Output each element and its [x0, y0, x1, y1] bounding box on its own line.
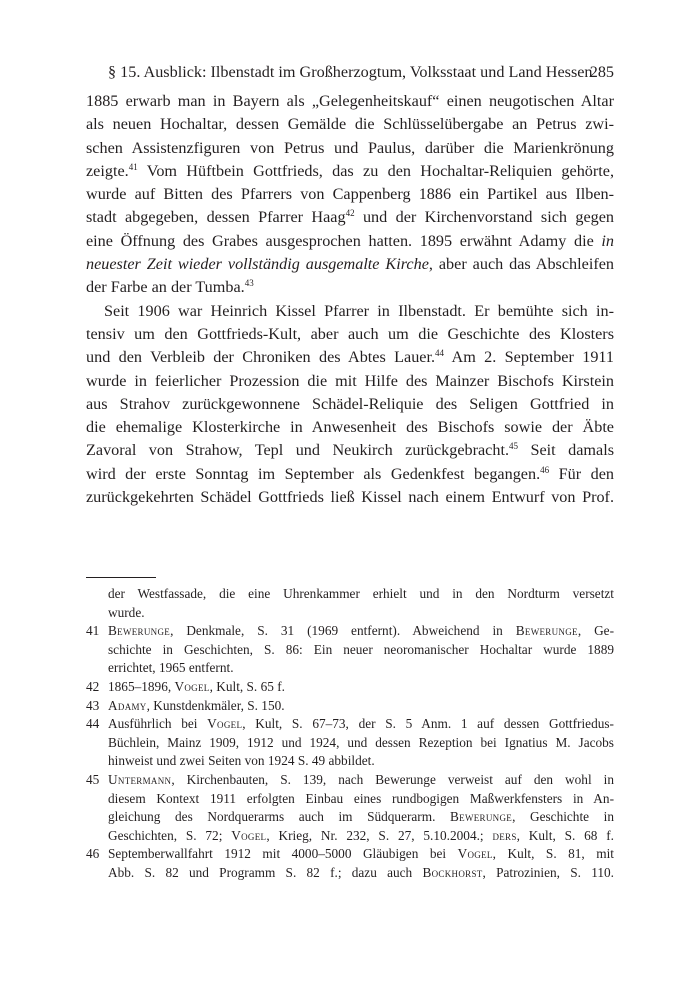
text-line: eine Öffnung des Grabes ausgesprochen hatten. 1895 erwähnt Adamy die in	[86, 231, 614, 250]
text-line: als neuen Hochaltar, dessen Gemälde die Schlüsselübergabe an Petrus zwi-	[86, 115, 614, 134]
text-line: wurde in feierlicher Prozession die mit Hilfe des Mainzer Bischofs Kirstein	[86, 371, 614, 390]
main-text	[86, 90, 614, 509]
footnote-line: diesem Kontext 1911 erfolgten Einbau eines rundbogigen Maßwerkfensters in An-	[108, 790, 614, 806]
text-line: aus Strahov zurückgewonnene Schädel-Reliquie des Seligen Gottfried in	[86, 394, 614, 413]
text-line: Seit 1906 war Heinrich Kissel Pfarrer in Ilbenstadt. Er bemühte sich in-	[104, 301, 614, 320]
italic-text: neuester Zeit wieder vollständig ausgemalte Kirche	[86, 255, 429, 274]
footnote-line: errichtet, 1965 entfernt.	[108, 660, 234, 676]
text-line: schen Assistenzfiguren von Petrus und Paulus, darüber die Marienkrönung	[86, 138, 614, 157]
footnote-carryover-line: wurde.	[108, 604, 145, 620]
footnote-number: 44	[86, 716, 100, 732]
footnote-number: 45	[86, 771, 100, 787]
footnote-number: 43	[86, 697, 100, 713]
text-line: die ehemalige Klosterkirche in Anwesenheit des Bischofs sowie der Äbte	[86, 418, 614, 437]
footnote-ref-43: 43	[244, 278, 254, 289]
text-line: wurde auf Bitten des Pfarrers von Cappenberg 1886 ein Partikel aus Ilben-	[86, 185, 614, 204]
footnote-line: hinweist und zwei Seiten von 1924 S. 49 abbildet.	[108, 753, 375, 769]
footnote-ref-46: 46	[540, 464, 550, 475]
text-line: 1885 erwarb man in Bayern als „Gelegenheitskauf“ einen neugotischen Altar	[86, 92, 614, 110]
text-line: zeigte.$^{41}$ Vom Hüftbein Gottfrieds, das zu den Hochaltar-Reliquien gehörte,	[86, 161, 614, 180]
footnote-42: 42 1865–1896, Vogel, Kult, S. 65 f.	[86, 678, 614, 697]
footnote-number: 46	[86, 846, 100, 862]
text-line: wird der erste Sonntag im September als Gedenkfest begangen.$^{46}$ Für den	[86, 464, 615, 483]
footnote-number: 42	[86, 678, 100, 694]
footnote-45: 45 Untermann, Kirchenbauten, S. 139, nach Bewerunge verweist auf den wohl in	[86, 771, 614, 790]
footnote-41: 41 Bewerunge, Denkmale, S. 31 (1969 entfernt). Abweichend in Bewerunge, Ge-	[86, 622, 614, 641]
footnote-ref-41: 41	[128, 161, 138, 172]
running-head-title: § 15. Ausblick: Ilbenstadt im Großherzogtum, Volksstaat und Land Hessen	[108, 63, 593, 81]
text-line: Zavoral von Strahow, Tepl und Neukirch zurückgebracht.$^{45}$ Seit damals	[86, 441, 614, 460]
text-line: der Farbe an der Tumba.$^{43}$	[86, 278, 254, 297]
footnote-46: 46 Septemberwallfahrt 1912 mit 4000–5000 Gläubigen bei Vogel, Kult, S. 81, mit	[86, 845, 614, 864]
page-number: 285	[589, 63, 614, 81]
italic-text: in	[601, 231, 614, 250]
footnote-separator	[86, 577, 156, 578]
footnote-line: Büchlein, Mainz 1909, 1912 und 1924, und dessen Rezeption bei Ignatius M. Jacobs	[108, 734, 614, 750]
text-line: stadt abgegeben, dessen Pfarrer Haag$^{42}$ und der Kirchenvorstand sich gegen	[86, 208, 615, 227]
text-line: zurückgekehrten Schädel Gottfrieds ließ Kissel nach einem Entwurf von Prof.	[86, 488, 614, 507]
text-line: neuester Zeit wieder vollständig ausgemalte Kirche, aber auch das Abschleifen	[86, 255, 614, 274]
footnote-line: Geschichten, S. 72; Vogel, Krieg, Nr. 232, S. 27, 5.10.2004.; ders, Kult, S. 68 f.	[108, 827, 614, 843]
footnote-number: 41	[86, 623, 100, 639]
footnote-line: gleichung des Nordquerarms auch im Südquerarm. Bewerunge, Geschichte in	[108, 809, 614, 825]
footnote-44: 44 Ausführlich bei Vogel, Kult, S. 67–73, der S. 5 Anm. 1 auf dessen Gottfriedus-	[86, 715, 614, 734]
footnote-ref-42: 42	[345, 208, 355, 219]
footnote-ref-45: 45	[509, 441, 518, 452]
footnote-ref-44: 44	[435, 348, 445, 359]
footnotes	[86, 585, 614, 883]
footnote-line: Abb. S. 82 und Programm S. 82 f.; dazu auch Bockhorst, Patrozinien, S. 110.	[108, 864, 614, 880]
text-line: und den Verbleib der Chroniken des Abtes Lauer.$^{44}$ Am 2. September 1911	[86, 348, 614, 367]
text-line: tensiv um den Gottfrieds-Kult, aber auch um die Geschichte des Klosters	[86, 324, 614, 343]
footnote-carryover-line: der Westfassade, die eine Uhrenkammer erhielt und in den Nordturm versetzt	[108, 586, 614, 601]
footnote-43: 43 Adamy, Kunstdenkmäler, S. 150.	[86, 697, 614, 716]
footnote-line: schichte in Geschichten, S. 86: Ein neuer neoromanischer Hochaltar wurde 1889	[108, 641, 614, 657]
